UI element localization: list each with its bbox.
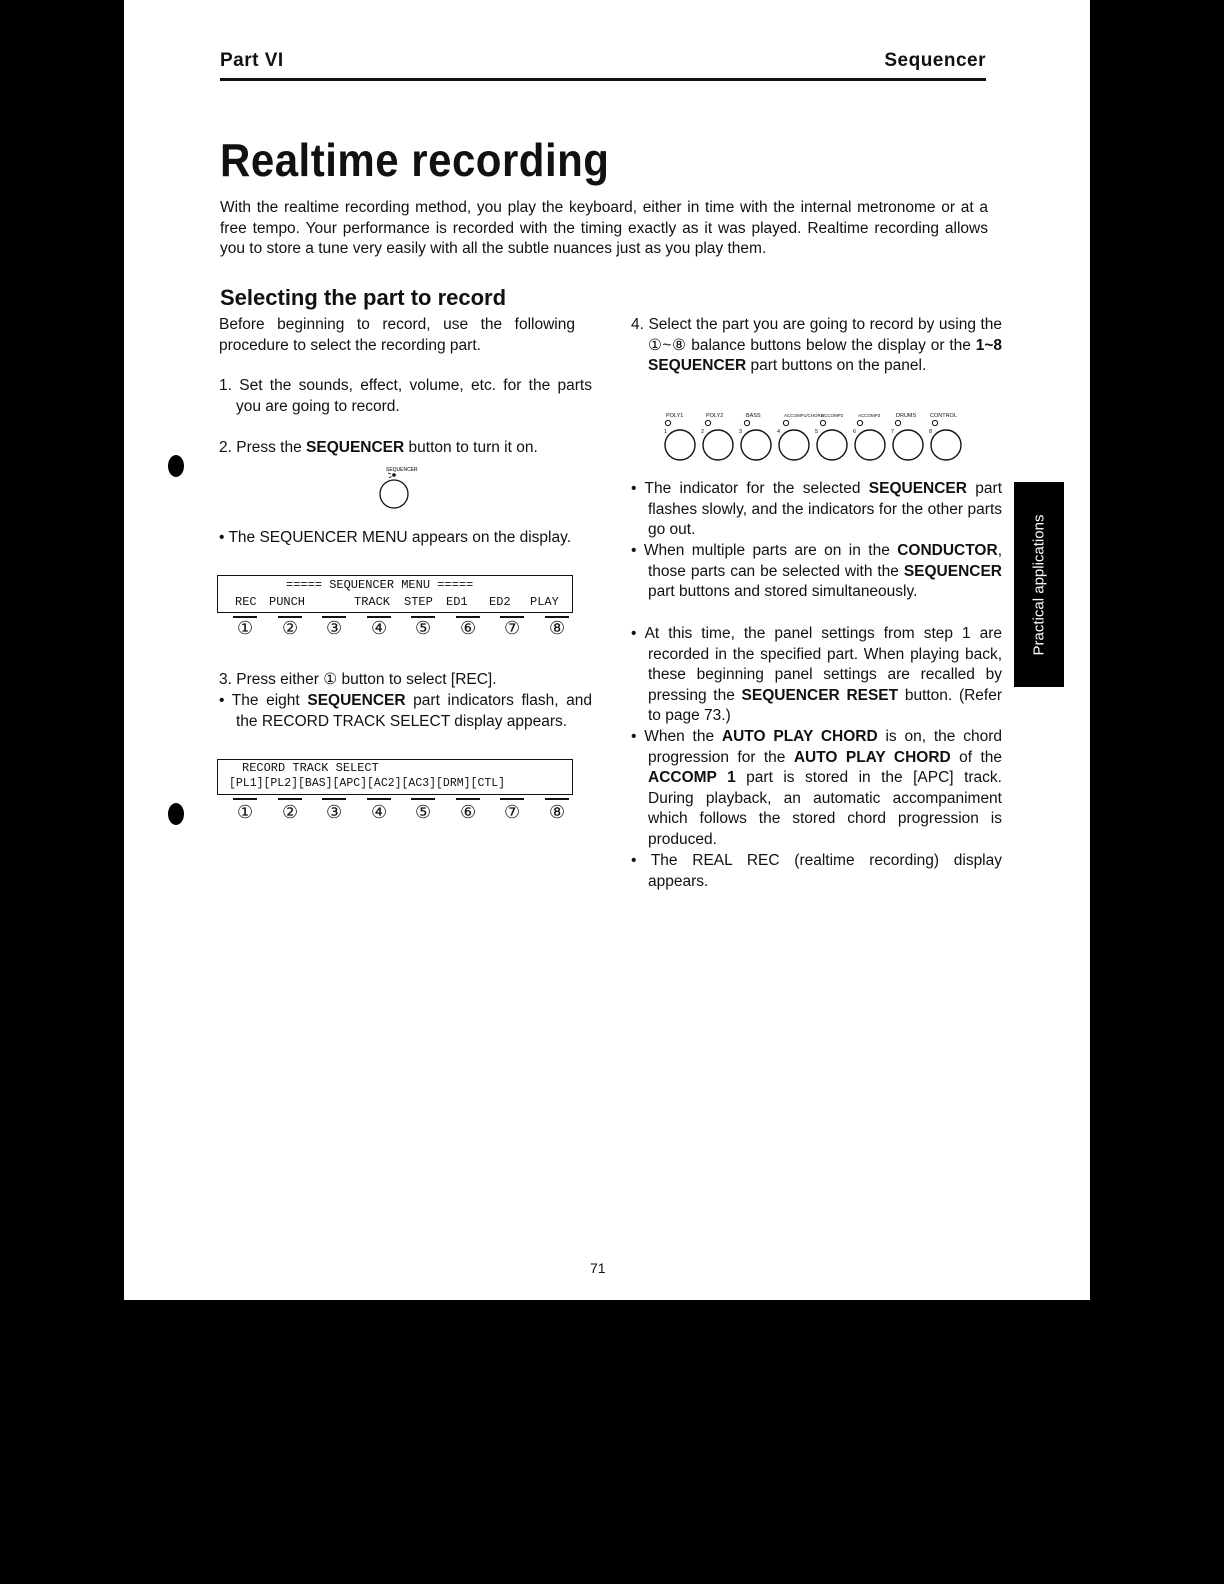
track-button-2[interactable]: ② <box>282 802 299 822</box>
step-2-num: 2. <box>219 439 232 456</box>
part-num-1: 1 <box>664 429 668 435</box>
side-tab <box>1014 482 1064 687</box>
track-button-7[interactable]: ⑦ <box>504 802 521 822</box>
balance-button-6[interactable]: ⑥ <box>460 618 477 638</box>
part-num-6: 6 <box>853 429 857 435</box>
lcd1-item-punch: PUNCH <box>269 595 306 609</box>
step-1-num: 1. <box>219 377 232 394</box>
intro-paragraph: With the realtime recording method, you play the keyboard, either in time with the internal metronome or at a free tempo. Your performance is recorded with the timing exactly as it was played. Realtime recording allows you to store a tune very easily with all the subtle nuances just as you play them. <box>220 199 988 258</box>
step-3-text: Press either ① button to select [REC]. <box>236 671 497 688</box>
balance-button-8[interactable]: ⑧ <box>549 618 566 638</box>
header-section: Sequencer <box>884 50 986 71</box>
part-button-6 <box>855 430 885 460</box>
part-label-drums: DRUMS <box>896 413 917 419</box>
lcd1-item-step: STEP <box>404 595 433 609</box>
step-1-text: Set the sounds, effect, volume, etc. for the parts you are going to record. <box>236 377 592 415</box>
part-button-4 <box>779 430 809 460</box>
track-button-6[interactable]: ⑥ <box>460 802 477 822</box>
page-number: 71 <box>590 1260 606 1276</box>
step-3-num: 3. <box>219 671 232 688</box>
part-label-control: CONTROL <box>930 413 957 419</box>
part-num-8: 8 <box>929 429 933 435</box>
header-part: Part VI <box>220 50 284 71</box>
part-button-8 <box>931 430 961 460</box>
balance-button-4[interactable]: ④ <box>371 618 388 638</box>
punch-hole-top <box>168 455 184 477</box>
part-label-bass: BASS <box>746 413 761 419</box>
part-button-3 <box>741 430 771 460</box>
track-button-1[interactable]: ① <box>237 802 254 822</box>
balance-button-2[interactable]: ② <box>282 618 299 638</box>
part-button-5 <box>817 430 847 460</box>
step-4-num: 4. <box>631 316 644 333</box>
track-button-3[interactable]: ③ <box>326 802 343 822</box>
step-1 <box>219 376 592 417</box>
bullet-auto-play-chord: • When the AUTO PLAY CHORD is on, the chord progression for the AUTO PLAY CHORD of the ACCOMP 1 part is stored in the [APC] track. During playback, an automatic accompaniment which follows the stored chord progression is produced. <box>631 728 1003 848</box>
step-4: 4. Select the part you are going to record by using the ①~⑧ balance buttons below the display or the 1~8 SEQUENCER part buttons on the panel. <box>631 316 1002 375</box>
lcd1-item-ed2: ED2 <box>489 595 511 609</box>
lcd-record-track-select <box>217 759 573 795</box>
border-bottom <box>0 1300 1224 1584</box>
part-num-5: 5 <box>815 429 819 435</box>
section-title: Selecting the part to record <box>220 285 507 310</box>
part-num-4: 4 <box>777 429 781 435</box>
sequencer-button-icon <box>372 463 432 513</box>
bullet-indicator: • The indicator for the selected SEQUENCER part flashes slowly, and the indicators for the other parts go out. <box>631 480 1003 539</box>
bullet-flash: • The eight SEQUENCER part indicators flash, and the RECORD TRACK SELECT display appears. <box>219 692 593 730</box>
lcd1-item-rec: REC <box>235 595 257 609</box>
page-title: Realtime recording <box>220 134 610 186</box>
lead-paragraph: Before beginning to record, use the following procedure to select the recording part. <box>219 316 575 354</box>
lcd1-item-ed1: ED1 <box>446 595 468 609</box>
punch-hole-bottom <box>168 803 184 825</box>
lcd-sequencer-menu <box>217 575 573 613</box>
part-num-7: 7 <box>891 429 895 435</box>
part-num-3: 3 <box>739 429 743 435</box>
lcd2-line2: [PL1][PL2][BAS][APC][AC2][AC3][DRM][CTL] <box>229 777 506 790</box>
lcd1-item-play: PLAY <box>530 595 559 609</box>
track-button-8[interactable]: ⑧ <box>549 802 566 822</box>
bullet-panel-settings: • At this time, the panel settings from step 1 are recorded in the specified part. When playing back, these beginning panel settings are recalled by pressing the SEQUENCER RESET button. (Refer to page 73.) <box>631 625 1003 725</box>
bullet-real-rec: • The REAL REC (realtime recording) display appears. <box>631 852 1002 890</box>
part-button-7 <box>893 430 923 460</box>
balance-button-5[interactable]: ⑤ <box>415 618 432 638</box>
bullet-conductor: • When multiple parts are on in the CONDUCTOR, those parts can be selected with the SEQUENCER part buttons and stored simultaneously. <box>631 542 1002 601</box>
lcd2-line1: RECORD TRACK SELECT <box>242 761 379 775</box>
part-button-1 <box>665 430 695 460</box>
part-button-2 <box>703 430 733 460</box>
step-2: 2. Press the SEQUENCER button to turn it on. <box>219 439 538 456</box>
part-label-accomp2: ACCOMP2 <box>821 413 844 418</box>
part-label-poly1: POLY1 <box>666 413 684 419</box>
step-3 <box>219 670 592 691</box>
balance-button-3[interactable]: ③ <box>326 618 343 638</box>
part-num-2: 2 <box>701 429 705 435</box>
lcd1-line1: ===== SEQUENCER MENU ===== <box>286 578 474 592</box>
part-label-accomp1: ACCOMP1/CHORD <box>784 413 825 418</box>
balance-button-1[interactable]: ① <box>237 618 254 638</box>
balance-button-7[interactable]: ⑦ <box>504 618 521 638</box>
track-button-4[interactable]: ④ <box>371 802 388 822</box>
part-label-poly2: POLY2 <box>706 413 724 419</box>
sequencer-part-buttons-panel <box>658 405 978 465</box>
sequencer-icon-label: SEQUENCER <box>386 467 418 473</box>
lcd1-item-track: TRACK <box>354 595 391 609</box>
side-tab-label: Practical applications <box>1030 514 1048 655</box>
track-button-5[interactable]: ⑤ <box>415 802 432 822</box>
part-label-accomp3: ACCOMP3 <box>858 413 881 418</box>
header-rule <box>220 78 986 81</box>
bullet-menu: • The SEQUENCER MENU appears on the display. <box>219 529 572 546</box>
